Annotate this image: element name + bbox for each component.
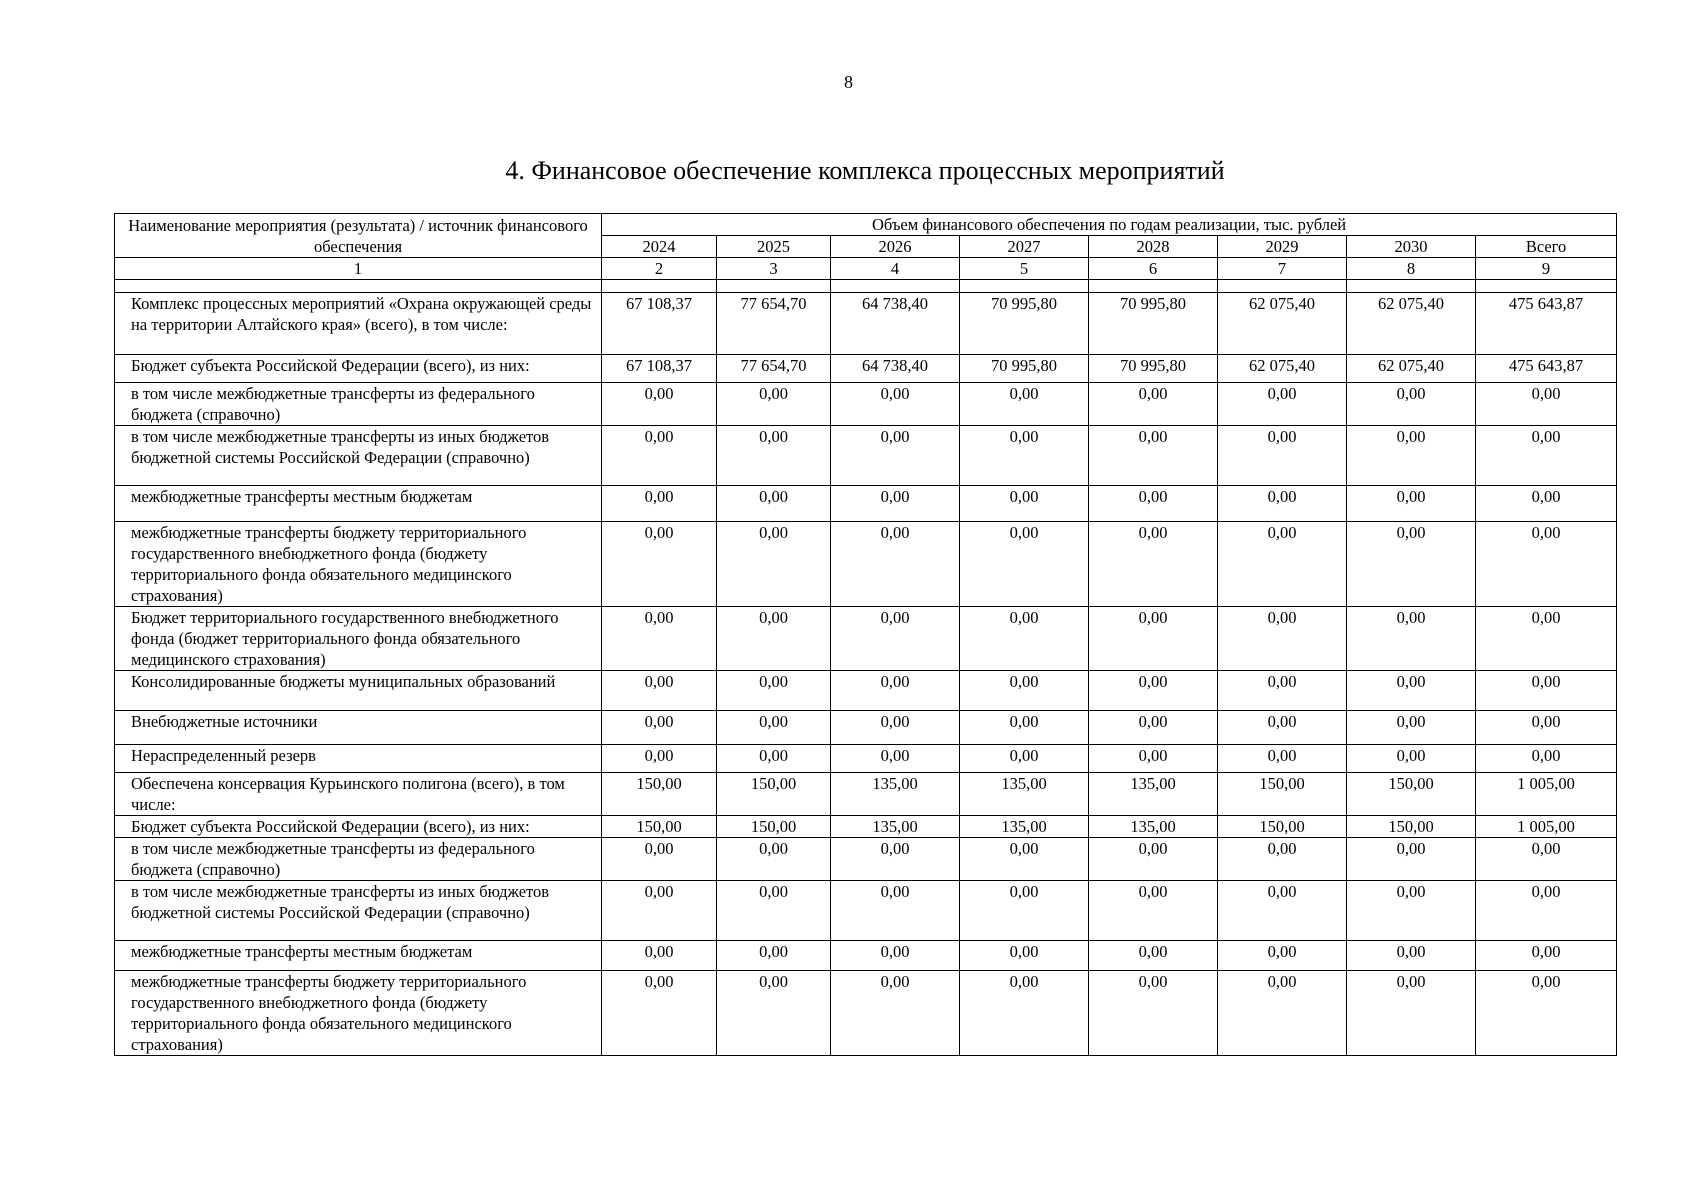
row-value-cell: 0,00: [960, 881, 1089, 941]
row-value-cell: 0,00: [1089, 486, 1218, 522]
row-value-cell: 0,00: [1089, 838, 1218, 881]
row-value-cell: 0,00: [960, 383, 1089, 426]
total-header: Всего: [1476, 236, 1617, 258]
table-row: [115, 838, 1617, 881]
table-row: [115, 383, 1617, 426]
row-value-cell: 62 075,40: [1218, 293, 1347, 355]
row-total-cell: 0,00: [1476, 838, 1617, 881]
row-value-cell: 0,00: [960, 607, 1089, 671]
table-row: [115, 773, 1617, 816]
row-value-cell: 0,00: [717, 711, 831, 745]
row-value-cell: 62 075,40: [1347, 355, 1476, 383]
row-total-cell: 0,00: [1476, 671, 1617, 711]
row-value-cell: 150,00: [717, 816, 831, 838]
column-number: 8: [1347, 258, 1476, 280]
table-row: [115, 293, 1617, 355]
row-value-cell: 0,00: [602, 486, 717, 522]
row-name-cell: в том числе межбюджетные трансферты из иных бюджетов бюджетной системы Российской Федерации (справочно): [115, 881, 602, 941]
table-row: [115, 816, 1617, 838]
row-value-cell: 135,00: [960, 773, 1089, 816]
row-value-cell: 0,00: [1218, 971, 1347, 1056]
table-row: [115, 522, 1617, 607]
row-value-cell: 150,00: [1218, 816, 1347, 838]
row-value-cell: 0,00: [1089, 607, 1218, 671]
row-value-cell: 0,00: [1347, 607, 1476, 671]
row-value-cell: 0,00: [717, 838, 831, 881]
table-row: [115, 971, 1617, 1056]
row-value-cell: 0,00: [960, 486, 1089, 522]
row-value-cell: 0,00: [1347, 941, 1476, 971]
table-body: [115, 280, 1617, 1056]
column-number: 9: [1476, 258, 1617, 280]
row-value-cell: 135,00: [831, 816, 960, 838]
column-number: 7: [1218, 258, 1347, 280]
row-total-cell: 0,00: [1476, 711, 1617, 745]
row-total-cell: 0,00: [1476, 522, 1617, 607]
row-total-cell: 0,00: [1476, 745, 1617, 773]
row-value-cell: 0,00: [602, 838, 717, 881]
row-value-cell: 0,00: [960, 522, 1089, 607]
table-row: [115, 355, 1617, 383]
row-value-cell: 0,00: [1089, 971, 1218, 1056]
row-value-cell: 0,00: [1218, 486, 1347, 522]
table-row: [115, 881, 1617, 941]
row-value-cell: 0,00: [602, 522, 717, 607]
row-value-cell: 150,00: [1218, 773, 1347, 816]
table-row: [115, 486, 1617, 522]
row-value-cell: 0,00: [1218, 711, 1347, 745]
row-value-cell: 0,00: [602, 971, 717, 1056]
row-name-cell: Бюджет субъекта Российской Федерации (всего), из них:: [115, 355, 602, 383]
table-row: [115, 745, 1617, 773]
row-value-cell: 70 995,80: [960, 355, 1089, 383]
table-row: [115, 941, 1617, 971]
column-number-row: [115, 258, 1617, 280]
row-value-cell: 0,00: [1089, 426, 1218, 486]
row-total-cell: 0,00: [1476, 881, 1617, 941]
row-value-cell: 135,00: [960, 816, 1089, 838]
row-value-cell: 0,00: [717, 426, 831, 486]
row-value-cell: 0,00: [960, 711, 1089, 745]
page-number: 8: [844, 72, 853, 92]
row-value-cell: 0,00: [717, 745, 831, 773]
name-column-header: Наименование мероприятия (результата) / источник финансового обеспечения: [115, 214, 602, 258]
row-value-cell: 0,00: [960, 745, 1089, 773]
row-total-cell: 0,00: [1476, 486, 1617, 522]
year-header: 2026: [831, 236, 960, 258]
row-name-cell: Консолидированные бюджеты муниципальных образований: [115, 671, 602, 711]
row-value-cell: 0,00: [1218, 607, 1347, 671]
row-value-cell: 67 108,37: [602, 293, 717, 355]
row-total-cell: 0,00: [1476, 383, 1617, 426]
row-name-cell: Бюджет территориального государственного внебюджетного фонда (бюджет территориального фонда обязательного медицинского страхования): [115, 607, 602, 671]
row-value-cell: 0,00: [1218, 671, 1347, 711]
row-total-cell: 0,00: [1476, 971, 1617, 1056]
row-value-cell: 70 995,80: [1089, 293, 1218, 355]
row-value-cell: 62 075,40: [1347, 293, 1476, 355]
column-number: 2: [602, 258, 717, 280]
row-name-cell: межбюджетные трансферты бюджету территориального государственного внебюджетного фонда (бюджету территориального фонда обязательного медицинского страхования): [115, 971, 602, 1056]
row-value-cell: 0,00: [1347, 838, 1476, 881]
row-value-cell: 0,00: [1218, 881, 1347, 941]
row-value-cell: 70 995,80: [960, 293, 1089, 355]
year-header: 2030: [1347, 236, 1476, 258]
column-number: 5: [960, 258, 1089, 280]
year-header: 2029: [1218, 236, 1347, 258]
row-value-cell: 0,00: [717, 607, 831, 671]
row-value-cell: 0,00: [717, 881, 831, 941]
year-header: 2024: [602, 236, 717, 258]
row-name-cell: Обеспечена консервация Курьинского полигона (всего), в том числе:: [115, 773, 602, 816]
row-value-cell: 0,00: [1347, 881, 1476, 941]
year-header: 2028: [1089, 236, 1218, 258]
row-value-cell: 64 738,40: [831, 355, 960, 383]
row-value-cell: 0,00: [831, 941, 960, 971]
row-value-cell: 0,00: [1218, 838, 1347, 881]
row-name-cell: межбюджетные трансферты местным бюджетам: [115, 941, 602, 971]
row-value-cell: 0,00: [1347, 745, 1476, 773]
row-value-cell: 0,00: [717, 941, 831, 971]
row-value-cell: 0,00: [831, 881, 960, 941]
table-row: [115, 426, 1617, 486]
row-name-cell: в том числе межбюджетные трансферты из федерального бюджета (справочно): [115, 838, 602, 881]
row-value-cell: 135,00: [1089, 773, 1218, 816]
row-value-cell: 0,00: [602, 711, 717, 745]
row-value-cell: 0,00: [717, 522, 831, 607]
row-total-cell: 475 643,87: [1476, 293, 1617, 355]
row-value-cell: 0,00: [1347, 383, 1476, 426]
row-value-cell: 0,00: [1089, 941, 1218, 971]
row-value-cell: 0,00: [960, 671, 1089, 711]
row-value-cell: 0,00: [960, 838, 1089, 881]
row-value-cell: 150,00: [602, 816, 717, 838]
row-value-cell: 67 108,37: [602, 355, 717, 383]
row-value-cell: 0,00: [602, 426, 717, 486]
row-value-cell: 0,00: [602, 383, 717, 426]
row-value-cell: 0,00: [602, 881, 717, 941]
row-total-cell: 0,00: [1476, 426, 1617, 486]
row-value-cell: 150,00: [1347, 773, 1476, 816]
table-row: [115, 607, 1617, 671]
row-value-cell: 0,00: [1089, 522, 1218, 607]
row-value-cell: 0,00: [1089, 671, 1218, 711]
row-value-cell: 0,00: [831, 486, 960, 522]
row-value-cell: 77 654,70: [717, 293, 831, 355]
row-value-cell: 150,00: [717, 773, 831, 816]
row-value-cell: 0,00: [717, 486, 831, 522]
year-header: 2027: [960, 236, 1089, 258]
row-total-cell: 0,00: [1476, 607, 1617, 671]
row-value-cell: 150,00: [1347, 816, 1476, 838]
row-value-cell: 0,00: [960, 426, 1089, 486]
row-value-cell: 0,00: [1089, 881, 1218, 941]
row-value-cell: 0,00: [1218, 745, 1347, 773]
row-name-cell: Бюджет субъекта Российской Федерации (всего), из них:: [115, 816, 602, 838]
row-value-cell: 0,00: [1347, 711, 1476, 745]
row-value-cell: 0,00: [1218, 383, 1347, 426]
row-value-cell: 0,00: [1218, 426, 1347, 486]
row-name-cell: в том числе межбюджетные трансферты из иных бюджетов бюджетной системы Российской Федерации (справочно): [115, 426, 602, 486]
row-value-cell: 0,00: [1089, 711, 1218, 745]
row-total-cell: 1 005,00: [1476, 773, 1617, 816]
volume-column-header: Объем финансового обеспечения по годам реализации, тыс. рублей: [602, 214, 1617, 236]
row-value-cell: 0,00: [717, 383, 831, 426]
column-number: 3: [717, 258, 831, 280]
row-value-cell: 0,00: [831, 971, 960, 1056]
row-value-cell: 0,00: [831, 383, 960, 426]
row-name-cell: межбюджетные трансферты местным бюджетам: [115, 486, 602, 522]
row-value-cell: 0,00: [960, 941, 1089, 971]
row-value-cell: 0,00: [831, 522, 960, 607]
row-name-cell: в том числе межбюджетные трансферты из федерального бюджета (справочно): [115, 383, 602, 426]
row-value-cell: 135,00: [1089, 816, 1218, 838]
row-value-cell: 150,00: [602, 773, 717, 816]
row-name-cell: Внебюджетные источники: [115, 711, 602, 745]
row-value-cell: 0,00: [602, 941, 717, 971]
row-value-cell: 0,00: [1347, 426, 1476, 486]
row-value-cell: 0,00: [1347, 486, 1476, 522]
row-value-cell: 135,00: [831, 773, 960, 816]
table-row: [115, 671, 1617, 711]
row-name-cell: Нераспределенный резерв: [115, 745, 602, 773]
row-value-cell: 0,00: [1218, 941, 1347, 971]
row-value-cell: 0,00: [831, 671, 960, 711]
row-total-cell: 475 643,87: [1476, 355, 1617, 383]
financing-table: [114, 213, 1617, 1056]
row-value-cell: 0,00: [1347, 971, 1476, 1056]
row-value-cell: 0,00: [717, 971, 831, 1056]
row-value-cell: 0,00: [602, 745, 717, 773]
row-total-cell: 1 005,00: [1476, 816, 1617, 838]
row-name-cell: Комплекс процессных мероприятий «Охрана окружающей среды на территории Алтайского края» (всего), в том числе:: [115, 293, 602, 355]
row-value-cell: 0,00: [717, 671, 831, 711]
column-number: 6: [1089, 258, 1218, 280]
row-value-cell: 0,00: [602, 671, 717, 711]
row-value-cell: 0,00: [1089, 745, 1218, 773]
row-value-cell: 0,00: [831, 838, 960, 881]
row-value-cell: 0,00: [831, 745, 960, 773]
spacer-row: [115, 280, 1617, 293]
row-value-cell: 0,00: [1089, 383, 1218, 426]
row-value-cell: 0,00: [1218, 522, 1347, 607]
row-value-cell: 62 075,40: [1218, 355, 1347, 383]
row-name-cell: межбюджетные трансферты бюджету территориального государственного внебюджетного фонда (бюджету территориального фонда обязательного медицинского страхования): [115, 522, 602, 607]
row-value-cell: 0,00: [1347, 522, 1476, 607]
page-title: 4. Финансовое обеспечение комплекса процессных мероприятий: [505, 156, 1225, 185]
row-value-cell: 0,00: [831, 711, 960, 745]
row-value-cell: 0,00: [831, 607, 960, 671]
column-number: 1: [115, 258, 602, 280]
row-value-cell: 0,00: [960, 971, 1089, 1056]
row-value-cell: 77 654,70: [717, 355, 831, 383]
row-value-cell: 0,00: [1347, 671, 1476, 711]
row-value-cell: 70 995,80: [1089, 355, 1218, 383]
row-total-cell: 0,00: [1476, 941, 1617, 971]
column-number: 4: [831, 258, 960, 280]
row-value-cell: 64 738,40: [831, 293, 960, 355]
table-row: [115, 711, 1617, 745]
row-value-cell: 0,00: [602, 607, 717, 671]
row-value-cell: 0,00: [831, 426, 960, 486]
year-header: 2025: [717, 236, 831, 258]
